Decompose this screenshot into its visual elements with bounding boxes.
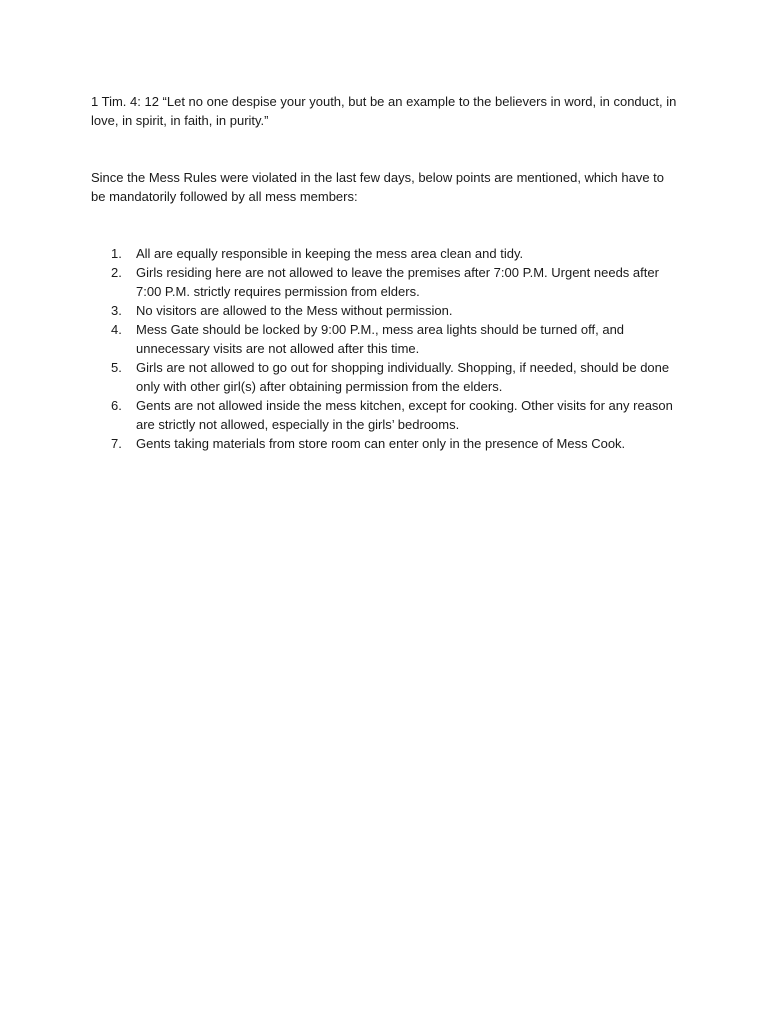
- rule-item: [91, 358, 681, 396]
- rule-text: Girls residing here are not allowed to leave the premises after 7:00 P.M. Urgent needs after 7:00 P.M. strictly requires permission from elders.: [136, 265, 659, 299]
- mess-rules-list: [91, 244, 681, 453]
- rule-text: Gents taking materials from store room can enter only in the presence of Mess Cook.: [136, 436, 626, 451]
- bible-verse: 1 Tim. 4: 12 “Let no one despise your youth, but be an example to the believers in word, in conduct, in love, in spirit, in faith, in purity.”: [91, 94, 677, 128]
- rule-item: [91, 434, 681, 453]
- rule-item: [91, 301, 681, 320]
- rule-text: Gents are not allowed inside the mess kitchen, except for cooking. Other visits for any reason are strictly not allowed, especially in the girls’ bedrooms.: [136, 398, 673, 432]
- rule-number: 7.: [111, 436, 122, 451]
- rule-number: 3.: [111, 303, 122, 318]
- document-body: [91, 92, 681, 453]
- notice-paragraph: Since the Mess Rules were violated in the last few days, below points are mentioned, which have to be mandatorily followed by all mess members:: [91, 170, 665, 204]
- rule-number: 4.: [111, 322, 122, 337]
- rule-number: 5.: [111, 360, 122, 375]
- rule-text: Mess Gate should be locked by 9:00 P.M., mess area lights should be turned off, and unnecessary visits are not allowed after this time.: [136, 322, 625, 356]
- rule-item: [91, 263, 681, 301]
- rule-number: 6.: [111, 398, 122, 413]
- rule-text: Girls are not allowed to go out for shopping individually. Shopping, if needed, should be done only with other girl(s) after obtaining permission from the elders.: [136, 360, 670, 394]
- rule-number: 1.: [111, 246, 122, 261]
- rule-text: No visitors are allowed to the Mess without permission.: [136, 303, 453, 318]
- rule-item: [91, 396, 681, 434]
- rule-item: [91, 320, 681, 358]
- rule-item: [91, 244, 681, 263]
- rule-text: All are equally responsible in keeping the mess area clean and tidy.: [136, 246, 524, 261]
- rule-number: 2.: [111, 265, 122, 280]
